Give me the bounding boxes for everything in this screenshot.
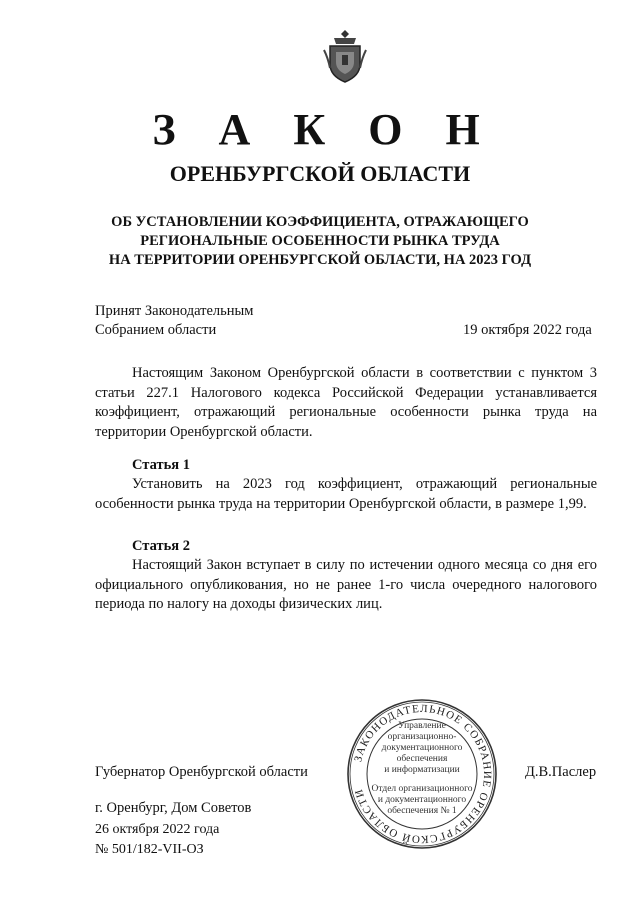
article-2 [95, 556, 597, 615]
article-1 [95, 475, 597, 514]
stamp-ring-text: ЗАКОНОДАТЕЛЬНОЕ СОБРАНИЕ ОРЕНБУРГСКОЙ ОБЛАСТИ [352, 702, 494, 846]
stamp-inner-text [364, 721, 480, 817]
subject-line: ОБ УСТАНОВЛЕНИИ КОЭФФИЦИЕНТА, ОТРАЖАЮЩЕГО [111, 214, 529, 230]
adoption-date: 19 октября 2022 года [463, 322, 592, 338]
stamp-line: Управление [398, 721, 446, 731]
stamp-line: обеспечения № 1 [387, 806, 457, 816]
signatory-title: Губернатор Оренбургской области [95, 764, 308, 780]
subject-line: РЕГИОНАЛЬНЫЕ ОСОБЕННОСТИ РЫНКА ТРУДА [140, 233, 500, 249]
law-subject [60, 213, 580, 270]
adoption-info [95, 302, 253, 340]
article-2-heading: Статья 2 [132, 538, 190, 554]
article-2-text: Настоящий Закон вступает в силу по истечении одного месяца со дня его официального опубликования, но не ранее 1-го числа очередного налогового периода по налогу на доходы физических лиц. [95, 557, 597, 612]
stamp-line: организационно- [387, 732, 457, 742]
stamp-line: Отдел организационного [371, 784, 473, 794]
stamp-line: и документационного [377, 795, 467, 805]
preamble-text: Настоящим Законом Оренбургской области в соответствии с пунктом 3 статьи 227.1 Налогового кодекса Российской Федерации устанавливается коэффициент, отражающий региональные особенности рынка труда на территории Оренбургской области. [95, 365, 597, 440]
law-title: З А К О Н [152, 105, 496, 154]
article-1-text: Установить на 2023 год коэффициент, отражающий региональные особенности рынка труда на территории Оренбургской области, в размере 1,99. [95, 476, 597, 512]
stamp-line: документационного [381, 743, 463, 753]
adoption-line: Собранием области [95, 322, 217, 338]
orenburg-coat-of-arms-icon [322, 28, 368, 84]
signing-date: 26 октября 2022 года [95, 822, 220, 837]
preamble [95, 364, 597, 442]
stamp-line: и информатизации [384, 765, 460, 775]
region-title: ОРЕНБУРГСКОЙ ОБЛАСТИ [169, 161, 471, 186]
adoption-line: Принят Законодательным [95, 303, 254, 319]
stamp-line: обеспечения [396, 754, 448, 764]
article-1-heading: Статья 1 [132, 457, 190, 473]
signatory-name: Д.В.Паслер [525, 764, 597, 780]
signing-place: г. Оренбург, Дом Советов [95, 800, 252, 816]
law-number: № 501/182-VII-ОЗ [95, 842, 204, 857]
subject-line: НА ТЕРРИТОРИИ ОРЕНБУРГСКОЙ ОБЛАСТИ, НА 2023 ГОД [108, 252, 532, 268]
